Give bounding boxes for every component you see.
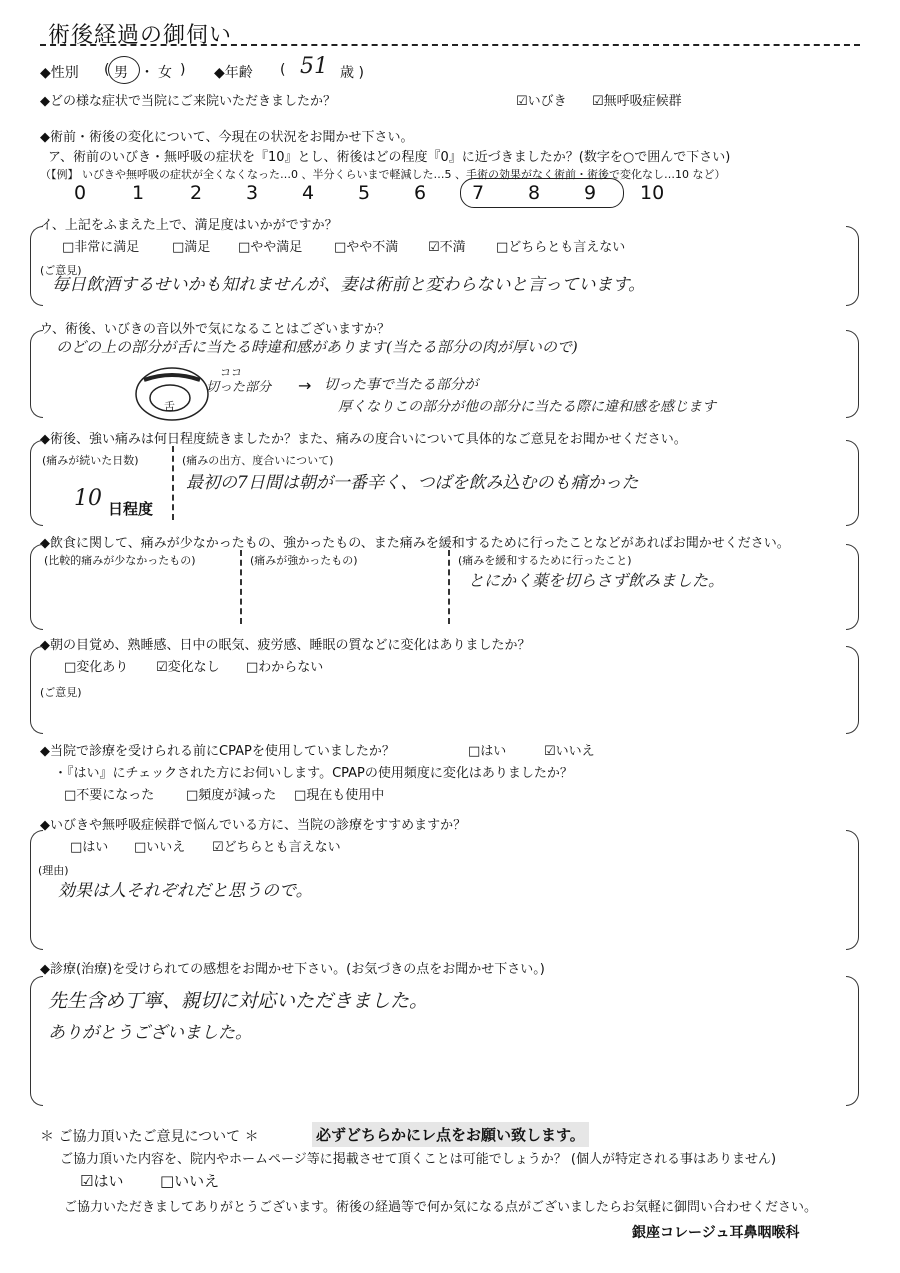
footer-thanks: ご協力いただきましてありがとうございます。術後の経過等で何か気になる点がございましたらお気軽に御問い合わせください。 — [64, 1200, 817, 1215]
scale-9[interactable]: 9 — [584, 182, 597, 204]
diagram-cut-label: 切った部分 — [206, 380, 272, 395]
arrow-icon: → — [298, 376, 312, 395]
satisfaction-opt4[interactable]: □やや不満 — [334, 240, 399, 255]
satisfaction-opt2[interactable]: □満足 — [172, 240, 211, 255]
morning-question: ◆朝の目覚め、熟睡感、日中の眠気、疲労感、睡眠の質などに変化はありましたか？ — [40, 638, 531, 653]
impression-bracket-right — [846, 976, 859, 1106]
food-bracket-left — [30, 544, 43, 630]
footer-note1-highlight: 必ずどちらかにレ点をお願い致します。 — [312, 1122, 589, 1147]
footer-yes[interactable]: ☑はい — [80, 1172, 124, 1190]
change-question: ◆術前・術後の変化について、今現在の状況をお聞かせ下さい。 — [40, 130, 414, 145]
recommend-reason-label: (理由) — [38, 864, 69, 877]
other-answer-line3[interactable]: 厚くなりこの部分が他の部分に当たる際に違和感を感じます — [338, 399, 716, 415]
satisfaction-opt3[interactable]: □やや満足 — [238, 240, 303, 255]
impression-line1[interactable]: 先生含め丁寧、親切に対応いただきました。 — [48, 990, 429, 1012]
scale-selection-circle — [460, 178, 624, 208]
scale-4[interactable]: 4 — [302, 182, 315, 204]
food-divider-1 — [240, 550, 242, 624]
sex-label: ◆性別 — [40, 65, 79, 81]
apnea-checkbox[interactable]: ☑無呼吸症候群 — [592, 94, 682, 109]
other-bracket-right — [846, 330, 859, 418]
diagram-tongue-label: 舌 — [164, 400, 175, 413]
change-instruction: ア、術前のいびき・無呼吸の症状を『10』とし、術後はどの程度『0』に近づきましたか？(数字を○で囲んで下さい) — [48, 150, 731, 165]
cpap-yes[interactable]: □はい — [468, 744, 507, 759]
recommend-opt2[interactable]: □いいえ — [134, 840, 186, 855]
cpap-sub3[interactable]: □現在も使用中 — [294, 788, 385, 803]
other-answer-line2[interactable]: 切った事で当たる部分が — [324, 377, 478, 393]
scale-7[interactable]: 7 — [472, 182, 485, 204]
clinic-name: 銀座コレージュ耳鼻咽喉科 — [632, 1225, 800, 1241]
cpap-sub-question: ・『はい』にチェックされた方にお伺いします。CPAPの使用頻度に変化はありましたか？ — [54, 766, 573, 781]
cpap-sub2[interactable]: □頻度が減った — [186, 788, 277, 803]
recommend-bracket-right — [846, 830, 859, 950]
pain-days-value[interactable]: 10 — [74, 486, 102, 511]
impression-question: ◆診療(治療)を受けられての感想をお聞かせ下さい。(お気づきの点をお聞かせ下さい。) — [40, 962, 545, 977]
morning-opinion-label: (ご意見) — [40, 686, 82, 699]
pain-days-label: (痛みが続いた日数) — [42, 454, 139, 467]
pain-days-unit: 日程度 — [108, 500, 154, 518]
age-unit: 歳 ) — [340, 65, 364, 81]
pain-divider — [172, 446, 174, 520]
scale-5[interactable]: 5 — [358, 182, 371, 204]
age-label: ◆年齢 — [214, 65, 253, 81]
scale-3[interactable]: 3 — [246, 182, 259, 204]
morning-opt2[interactable]: ☑変化なし — [156, 660, 220, 675]
morning-bracket-right — [846, 646, 859, 734]
cpap-sub1[interactable]: □不要になった — [64, 788, 155, 803]
recommend-bracket-left — [30, 830, 43, 950]
other-bracket-left — [30, 330, 43, 418]
food-bracket-right — [846, 544, 859, 630]
footer-no[interactable]: □いいえ — [160, 1172, 220, 1190]
paren-close: ) — [180, 62, 186, 78]
footer-note2: ご協力頂いた内容を、院内やホームページ等に掲載させて頂くことは可能でしょうか？ (個人が特定される事はありません) — [60, 1152, 777, 1167]
cpap-no[interactable]: ☑いいえ — [544, 744, 595, 759]
scale-10[interactable]: 10 — [640, 182, 665, 204]
morning-opt3[interactable]: □わからない — [246, 660, 324, 675]
recommend-reason[interactable]: 効果は人それぞれだと思うので。 — [58, 881, 313, 901]
age-value[interactable]: 51 — [300, 54, 328, 79]
satisfaction-bracket-right — [846, 226, 859, 306]
pain-detail[interactable]: 最初の7日間は朝が一番辛く、つばを飲み込むのも痛かった — [186, 473, 639, 493]
satisfaction-question: イ、上記をふまえた上で、満足度はいかがですか？ — [40, 218, 338, 233]
paren-open: ( — [104, 62, 110, 78]
food-col3-answer[interactable]: とにかく薬を切らさず飲みました。 — [468, 571, 725, 590]
satisfaction-opt1[interactable]: □非常に満足 — [62, 240, 140, 255]
dot-separator: ・ — [140, 65, 154, 81]
recommend-question: ◆いびきや無呼吸症候群で悩んでいる方に、当院の診療をすすめますか？ — [40, 818, 467, 833]
satisfaction-opinion[interactable]: 毎日飲酒するせいかも知れませんが、妻は術前と変わらないと言っています。 — [52, 275, 646, 295]
scale-0[interactable]: 0 — [74, 182, 87, 204]
food-divider-2 — [448, 550, 450, 624]
diagram-koko-label: ココ — [220, 366, 242, 379]
recommend-opt3[interactable]: ☑どちらとも言えない — [212, 840, 341, 855]
male-option[interactable]: 男 — [114, 65, 128, 81]
scale-6[interactable]: 6 — [414, 182, 427, 204]
scale-1[interactable]: 1 — [132, 182, 145, 204]
pain-question: ◆術後、強い痛みは何日程度続きましたか？また、痛みの度合いについて具体的なご意見をお聞かせください。 — [40, 432, 687, 447]
page-title: 術後経過の御伺い — [48, 23, 233, 48]
footer-note1: ＊ ご協力頂いたご意見について ＊ — [40, 1129, 259, 1145]
scale-8[interactable]: 8 — [528, 182, 541, 204]
change-scale — [70, 180, 710, 210]
other-answer-line1[interactable]: のどの上の部分が舌に当たる時違和感があります(当たる部分の肉が厚いので) — [56, 338, 578, 356]
recommend-opt1[interactable]: □はい — [70, 840, 109, 855]
change-example: （【例】 いびきや無呼吸の症状が全くなくなった…0 、半分くらいまで軽減した…5 、手術の効果がなく術前・術後で変化なし…10 など） — [40, 168, 726, 181]
pain-bracket-right — [846, 440, 859, 526]
satisfaction-opt6[interactable]: □どちらとも言えない — [496, 240, 626, 255]
food-col1-label: (比較的痛みが少なかったもの) — [44, 554, 196, 567]
impression-bracket-left — [30, 976, 43, 1106]
satisfaction-opinion-label: (ご意見) — [40, 264, 82, 277]
snoring-checkbox[interactable]: ☑いびき — [516, 94, 567, 109]
impression-line2[interactable]: ありがとうございました。 — [48, 1023, 252, 1043]
cpap-question: ◆当院で診療を受けられる前にCPAPを使用していましたか？ — [40, 744, 395, 759]
scale-2[interactable]: 2 — [190, 182, 203, 204]
food-col3-label: (痛みを緩和するために行ったこと) — [458, 554, 632, 567]
symptom-question: ◆どの様な症状で当院にご来院いただきましたか？ — [40, 94, 336, 109]
pain-detail-label: (痛みの出方、度合いについて) — [182, 454, 334, 467]
satisfaction-opt5[interactable]: ☑不満 — [428, 240, 466, 255]
female-option[interactable]: 女 — [158, 65, 172, 81]
title-divider — [40, 44, 860, 46]
morning-opt1[interactable]: □変化あり — [64, 660, 129, 675]
age-paren-open: ( — [280, 62, 286, 78]
food-col2-label: (痛みが強かったもの) — [250, 554, 358, 567]
food-question: ◆飲食に関して、痛みが少なかったもの、強かったもの、また痛みを緩和するために行ったことなどがあればお聞かせください。 — [40, 536, 790, 551]
other-question: ウ、術後、いびきの音以外で気になることはございますか？ — [40, 322, 390, 337]
